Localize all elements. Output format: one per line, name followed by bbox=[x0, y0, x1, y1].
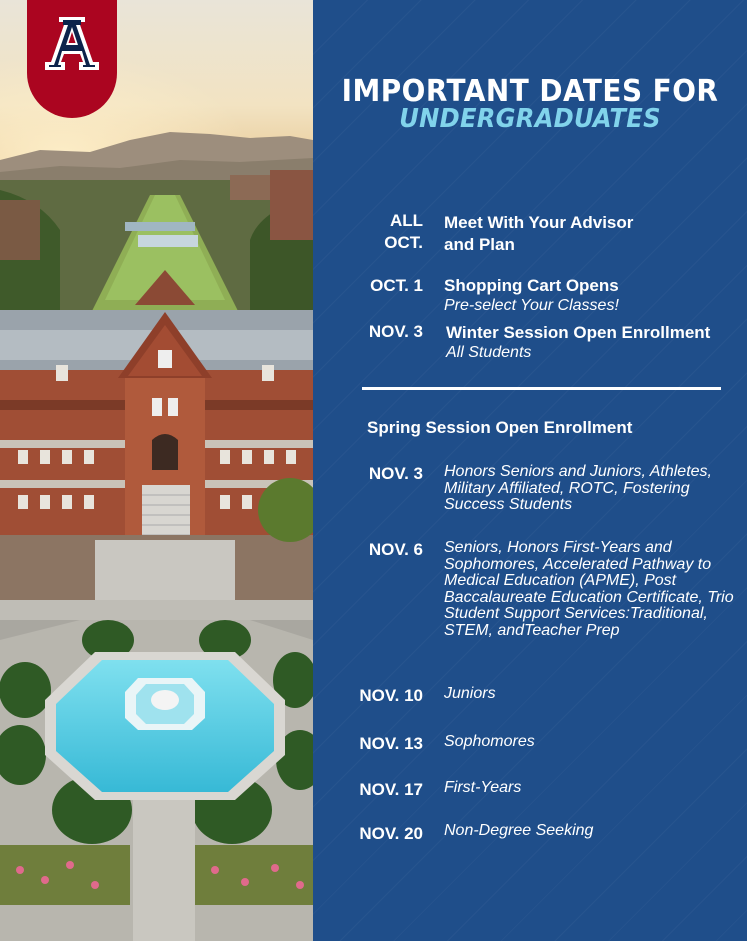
date-label: NOV. 3 bbox=[368, 464, 423, 483]
eligible-groups: Non-Degree Seeking bbox=[444, 822, 594, 839]
date-label: OCT. 1 bbox=[370, 276, 423, 295]
date-label: NOV. 3 bbox=[368, 322, 423, 341]
event-subtitle: Pre-select Your Classes! bbox=[444, 297, 619, 314]
date-label: NOV. 6 bbox=[368, 540, 423, 559]
date-label: NOV. 17 bbox=[359, 780, 423, 799]
date-label: NOV. 13 bbox=[359, 734, 423, 753]
campus-photo bbox=[0, 0, 313, 941]
page-subtitle: UNDERGRADUATES bbox=[399, 104, 661, 134]
event-title: Winter Session Open Enrollment bbox=[446, 323, 711, 342]
dates-panel bbox=[313, 0, 747, 941]
date-label: NOV. 10 bbox=[359, 686, 423, 705]
eligible-groups: Juniors bbox=[444, 685, 496, 702]
date-label: OCT. bbox=[384, 233, 423, 252]
date-label: NOV. 20 bbox=[359, 824, 423, 843]
event-title: Meet With Your Advisor bbox=[444, 213, 634, 232]
section-divider bbox=[362, 387, 721, 390]
eligible-groups: Honors Seniors and Juniors, Athletes, Military Affiliated, ROTC, Fostering Success Students bbox=[444, 463, 712, 513]
event-subtitle: All Students bbox=[446, 344, 532, 361]
page-title: IMPORTANT DATES FOR bbox=[341, 74, 719, 109]
event-title: Shopping Cart Opens bbox=[444, 276, 619, 295]
date-label: ALL bbox=[389, 211, 423, 230]
eligible-groups: First-Years bbox=[444, 779, 522, 796]
event-title: and Plan bbox=[444, 235, 515, 254]
spring-section-heading: Spring Session Open Enrollment bbox=[367, 418, 633, 437]
eligible-groups: Seniors, Honors First-Years and Sophomores, Accelerated Pathway to Medical Education (APME), Post Baccalaureate Education Certificate, Trio Student Support Services:Traditional, STEM, andTeacher Prep bbox=[444, 539, 734, 639]
block-a-logo-icon bbox=[43, 16, 101, 72]
eligible-groups: Sophomores bbox=[444, 733, 535, 750]
campus-illustration bbox=[0, 0, 313, 941]
university-logo-tab[interactable] bbox=[27, 0, 117, 118]
